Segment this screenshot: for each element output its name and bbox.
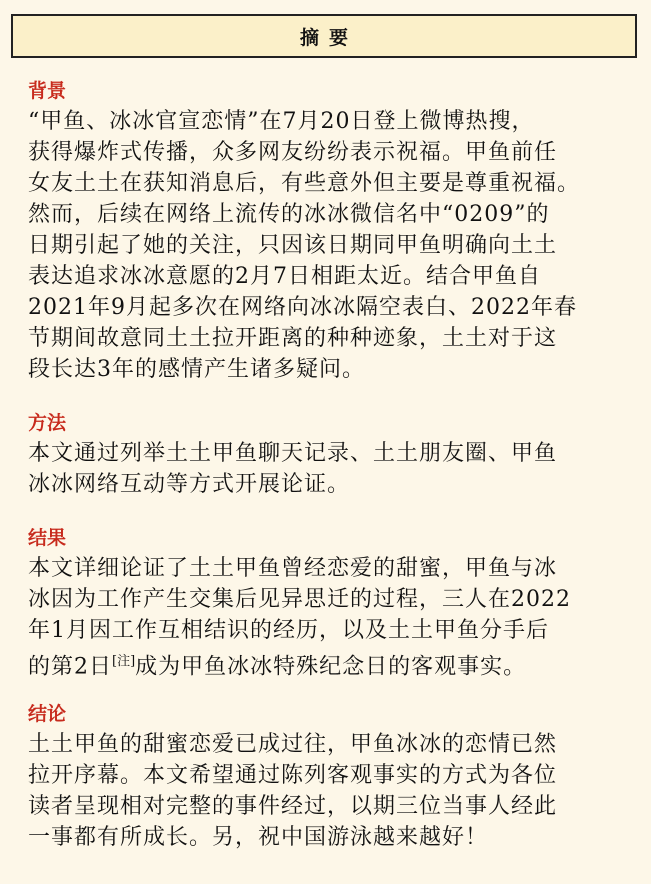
text-line: 节期间故意同土土拉开距离的种种迹象，土土对于这 <box>28 326 558 351</box>
text-line: 表达追求冰冰意愿的2月7日相距太近。结合甲鱼自 <box>28 264 541 289</box>
section-heading: 结果 <box>28 527 67 549</box>
text-line: 2021年9月起多次在网络向冰冰隔空表白、2022年春 <box>28 295 577 320</box>
text-line: 女友土土在获知消息后，有些意外但主要是尊重祝福。 <box>28 171 581 196</box>
text-line: 本文详细论证了土土甲鱼曾经恋爱的甜蜜，甲鱼与冰 <box>28 556 558 581</box>
section-heading: 背景 <box>28 80 67 102</box>
text-line: 土土甲鱼的甜蜜恋爱已成过往，甲鱼冰冰的恋情已然 <box>28 732 558 757</box>
section-heading: 方法 <box>28 412 67 434</box>
section-conclusion <box>28 699 640 853</box>
section-background <box>28 76 640 385</box>
text-line: 读者呈现相对完整的事件经过，以期三位当事人经此 <box>28 794 558 819</box>
abstract-title: 摘要 <box>299 26 358 49</box>
section-heading: 结论 <box>28 703 67 725</box>
text-line: 一事都有所成长。另，祝中国游泳越来越好！ <box>28 825 489 850</box>
section-result <box>28 523 640 680</box>
section-method <box>28 408 640 500</box>
abstract-body <box>28 76 640 853</box>
footnote-marker: [注] <box>112 654 136 669</box>
text-line: 日期引起了她的关注，只因该日期同甲鱼明确向土土 <box>28 233 558 258</box>
text-line: 冰因为工作产生交集后见异思迁的过程，三人在2022 <box>28 587 571 612</box>
text-fragment: 的第2日 <box>28 654 112 680</box>
text-line-with-note <box>28 646 640 680</box>
text-fragment: 成为甲鱼冰冰特殊纪念日的客观事实。 <box>135 654 527 680</box>
text-line: 本文通过列举土土甲鱼聊天记录、土土朋友圈、甲鱼 <box>28 441 558 466</box>
text-line: 段长达3年的感情产生诸多疑问。 <box>28 357 365 382</box>
text-line: 获得爆炸式传播，众多网友纷纷表示祝福。甲鱼前任 <box>28 140 558 165</box>
text-line: “甲鱼、冰冰官宣恋情”在7月20日登上微博热搜， <box>28 109 535 134</box>
abstract-header <box>11 14 637 58</box>
text-line: 冰冰网络互动等方式开展论证。 <box>28 472 351 497</box>
text-line: 然而，后续在网络上流传的冰冰微信名中“0209”的 <box>28 202 550 227</box>
text-line: 拉开序幕。本文希望通过陈列客观事实的方式为各位 <box>28 763 558 788</box>
text-line: 年1月因工作互相结识的经历，以及土土甲鱼分手后 <box>28 618 549 643</box>
